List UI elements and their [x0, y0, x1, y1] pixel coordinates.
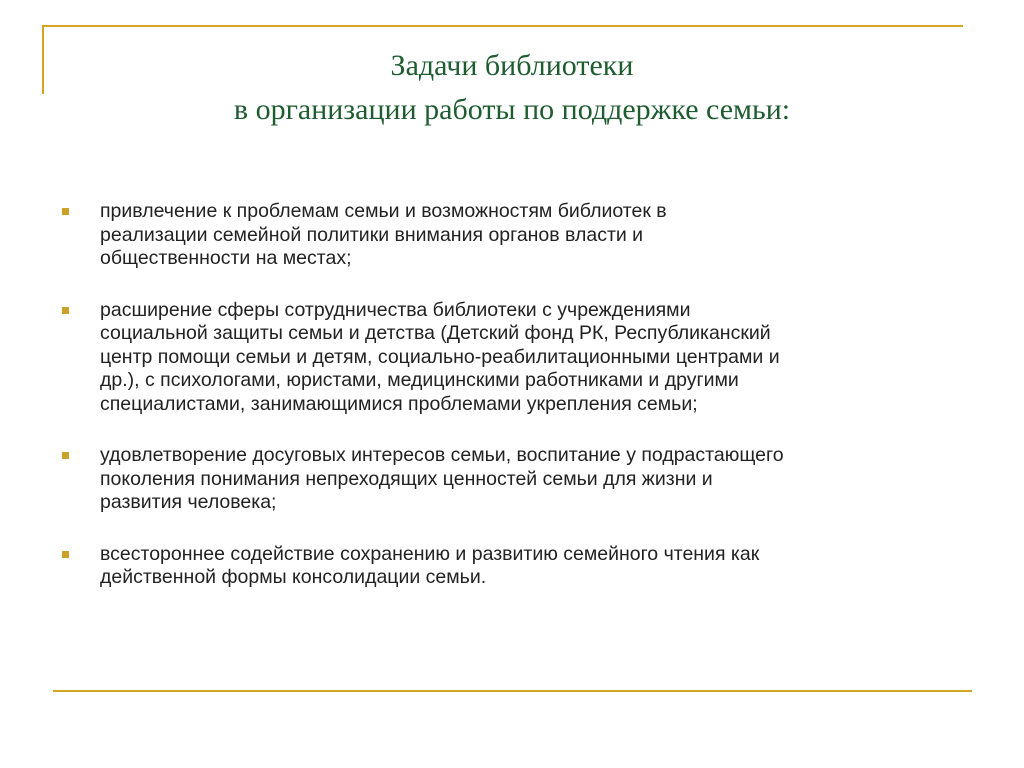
bullet-list	[58, 200, 968, 618]
title-line-2: в организации работы по поддержке семьи:	[233, 93, 791, 126]
bullet-line: центр помощи семьи и детям, социально-реабилитационными центрами и	[100, 345, 780, 368]
bullet-line: всестороннее содействие сохранению и развитию семейного чтения как	[100, 542, 760, 565]
bullet-item-2	[58, 299, 968, 417]
bullet-line: специалистами, занимающимися проблемами укрепления семьи;	[100, 392, 698, 415]
bullet-line: реализации семейной политики внимания органов власти и	[100, 223, 644, 246]
bullet-item-3	[58, 444, 968, 515]
square-bullet-icon	[62, 452, 69, 459]
bullet-line: удовлетворение досуговых интересов семьи, воспитание у подрастающего	[100, 444, 784, 466]
square-bullet-icon	[62, 551, 69, 558]
bullet-item-4	[58, 543, 968, 590]
slide-title	[60, 44, 964, 132]
bullet-line: др.), с психологами, юристами, медицинскими работниками и другими	[100, 369, 739, 391]
bullet-line: действенной формы консолидации семьи.	[100, 566, 487, 588]
bullet-item-1	[58, 200, 968, 271]
top-decorative-line	[42, 25, 963, 27]
bullet-line: поколения понимания непреходящих ценностей семьи для жизни и	[100, 467, 713, 490]
title-line-1: Задачи библиотеки	[390, 49, 634, 82]
bullet-line: расширение сферы сотрудничества библиотеки с учреждениями	[100, 298, 691, 321]
square-bullet-icon	[62, 307, 69, 314]
bullet-line: общественности на местах;	[100, 247, 352, 269]
square-bullet-icon	[62, 208, 69, 215]
bullet-line: привлечение к проблемам семьи и возможностям библиотек в	[100, 200, 667, 222]
left-decorative-line	[42, 25, 44, 94]
bullet-line: социальной защиты семьи и детства (Детский фонд РК, Республиканский	[100, 322, 771, 344]
bottom-decorative-line	[53, 690, 972, 692]
bullet-line: развития человека;	[100, 491, 277, 513]
